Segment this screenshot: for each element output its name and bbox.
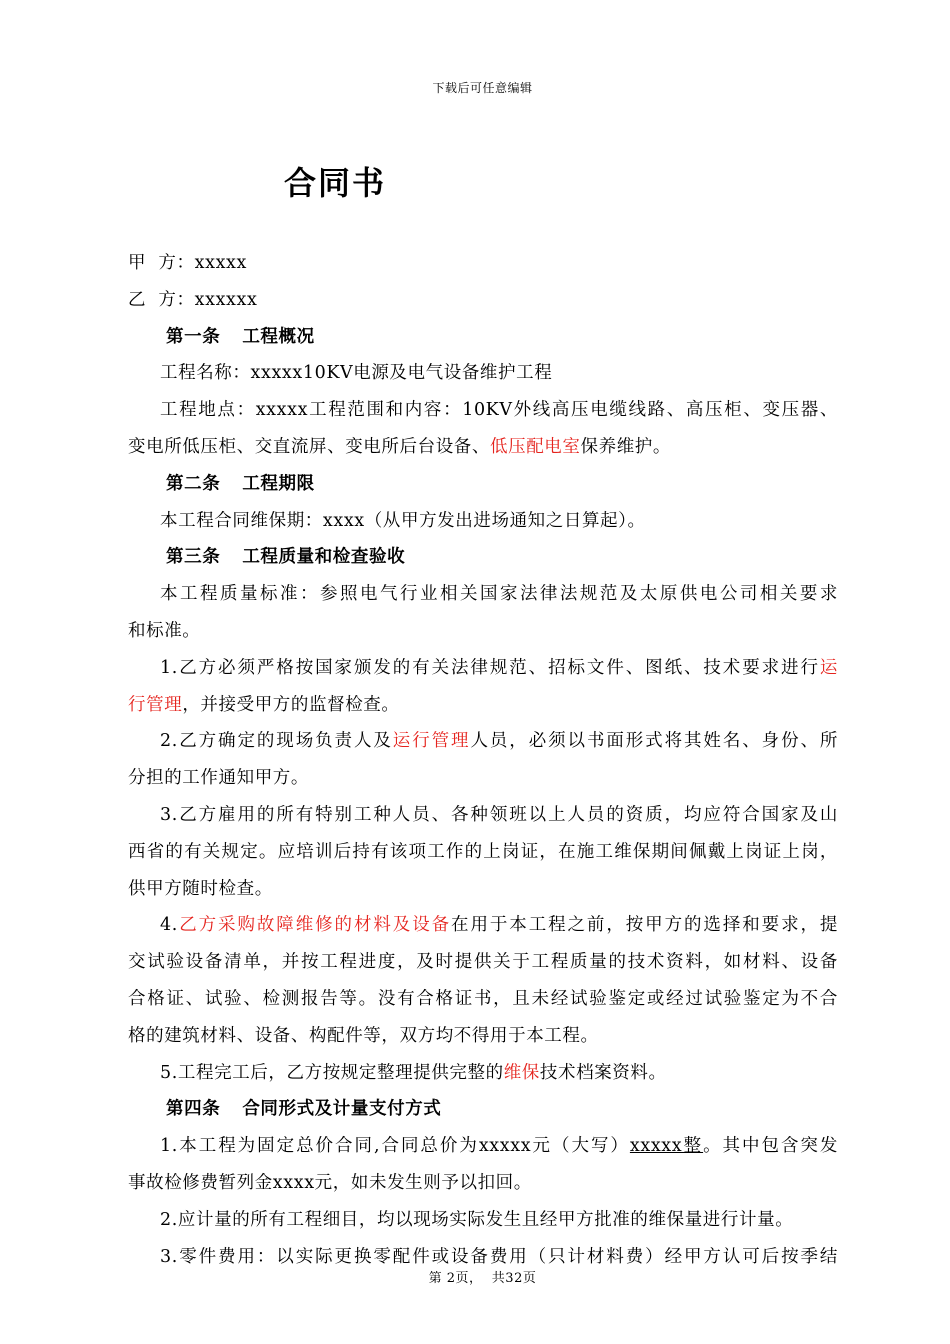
article-3-item4-line1 <box>128 907 838 944</box>
party-b: 乙 方：xxxxxx <box>128 289 258 310</box>
article-4-heading <box>128 1091 838 1128</box>
item4-highlight: 乙方采购故障维修的材料及设备 <box>177 915 452 936</box>
location-text: 变电所低压柜、交直流屏、变电所后台设备、 <box>128 436 490 457</box>
item1-text-end: ，并接受甲方的监督检查。 <box>182 694 400 715</box>
article-3-item4-line4: 格的建筑材料、设备、构配件等，双方均不得用于本工程。 <box>128 1025 599 1046</box>
article-3-standard-line2: 和标准。 <box>128 620 201 641</box>
article-1-location-line2 <box>128 429 838 466</box>
item2-text-cont: 人员，必须以书面形式将其姓名、身份、所 <box>470 731 839 752</box>
item1-highlight: 运 <box>819 657 838 678</box>
article-1-heading <box>128 319 838 356</box>
article-2-title: 工程期限 <box>242 473 315 494</box>
article-3-item1-line1 <box>128 650 838 687</box>
a4-item1-underlined: xxxxx整 <box>629 1136 704 1157</box>
header-note: 下载后可任意编辑 <box>432 81 533 95</box>
item2-text: 2.乙方确定的现场负责人及 <box>160 731 393 752</box>
party-a: 甲 方：xxxxx <box>128 253 247 273</box>
item5-highlight: 维保 <box>503 1062 540 1083</box>
document-title: 合同书 <box>284 164 387 202</box>
article-2-heading <box>128 466 838 503</box>
article-1-number: 第一条 <box>166 326 221 347</box>
article-3-number: 第三条 <box>166 547 221 568</box>
location-text-end: 保养维护。 <box>580 436 671 457</box>
article-3-item5 <box>128 1055 838 1092</box>
contract-body <box>128 245 838 1275</box>
article-4-item2: 2.应计量的所有工程细目，均以现场实际发生且经甲方批准的维保量进行计量。 <box>160 1209 794 1230</box>
article-1-project-name: 工程名称：xxxxx10KV电源及电气设备维护工程 <box>160 363 553 384</box>
item1-highlight-cont: 行管理 <box>128 694 183 715</box>
page-footer: 第 2页， 共32页 <box>428 1271 537 1286</box>
item5-text-end: 技术档案资料。 <box>539 1062 667 1083</box>
article-3-item3-line1: 3.乙方雇用的所有特别工种人员、各种领班以上人员的资质，均应符合国家及山 <box>160 804 838 825</box>
article-1-title: 工程概况 <box>242 326 315 347</box>
article-4-number: 第四条 <box>166 1099 221 1120</box>
item1-text: 1.乙方必须严格按国家颁发的有关法律规范、招标文件、图纸、技术要求进行 <box>160 657 820 678</box>
article-3-standard-line1: 本工程质量标准：参照电气行业相关国家法律法规范及太原供电公司相关要求 <box>160 584 838 605</box>
article-3-item2-line2: 分担的工作通知甲方。 <box>128 768 309 789</box>
article-3-item3-line3: 供甲方随时检查。 <box>128 878 273 899</box>
article-3-item2-line1 <box>128 723 838 760</box>
a4-item1-text: 1.本工程为固定总价合同,合同总价为xxxxx元（大写） <box>160 1136 630 1157</box>
article-2-number: 第二条 <box>166 473 221 494</box>
article-3-item3-line2: 西省的有关规定。应培训后持有该项工作的上岗证，在施工维保期间佩戴上岗证上岗， <box>128 841 838 862</box>
item4-number: 4. <box>160 915 178 936</box>
article-3-heading <box>128 539 838 576</box>
article-3-title: 工程质量和检查验收 <box>242 547 406 568</box>
article-4-title: 合同形式及计量支付方式 <box>242 1099 442 1120</box>
article-3-item1-line2 <box>128 687 838 724</box>
article-1-location-line1: 工程地点：xxxxx工程范围和内容：10KV外线高压电缆线路、高压柜、变压器、 <box>160 400 838 421</box>
item4-text: 在用于本工程之前，按甲方的选择和要求，提 <box>451 915 839 936</box>
article-4-item1-line2: 事故检修费暂列金xxxx元，如未发生则予以扣回。 <box>128 1172 532 1193</box>
article-2-period: 本工程合同维保期：xxxx（从甲方发出进场通知之日算起）。 <box>160 510 646 531</box>
article-3-item4-line2: 交试验设备清单，并按工程进度，及时提供关于工程质量的技术资料，如材料、设备 <box>128 952 838 973</box>
item5-text: 5.工程完工后，乙方按规定整理提供完整的 <box>160 1062 504 1083</box>
article-4-item1-line1 <box>128 1128 838 1165</box>
item2-highlight: 运行管理 <box>392 731 471 752</box>
article-3-item4-line3: 合格证、试验、检测报告等。没有合格证书，且未经试验鉴定或经过试验鉴定为不合 <box>128 988 838 1009</box>
location-highlight: 低压配电室 <box>490 436 581 457</box>
a4-item1-text-end: 。其中包含突发 <box>703 1136 838 1157</box>
article-4-item3: 3.零件费用：以实际更换零配件或设备费用（只计材料费）经甲方认可后按季结 <box>160 1246 838 1267</box>
